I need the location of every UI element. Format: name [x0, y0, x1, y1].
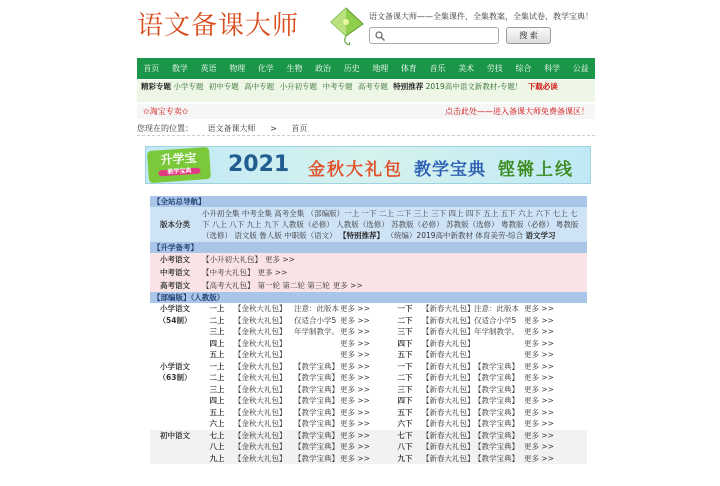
note-text[interactable] — [294, 338, 340, 350]
spacer — [554, 338, 587, 350]
more-link[interactable]: 更多 >> — [524, 442, 554, 451]
grade-link[interactable]: 一上 — [200, 361, 234, 373]
grade-link[interactable]: 八下 — [388, 441, 422, 453]
group-label — [150, 407, 200, 419]
spacer — [554, 441, 587, 453]
banner-badge — [147, 147, 211, 183]
spacer — [554, 361, 587, 373]
nav-item[interactable]: 劳技 — [486, 64, 503, 73]
pack-link[interactable]: 【金秋大礼包】 — [234, 395, 294, 407]
nav-item[interactable]: 化学 — [257, 64, 274, 73]
spacer — [554, 453, 587, 465]
pack-link[interactable]: 【金秋大礼包】 — [234, 441, 294, 453]
more-link[interactable]: 更多 >> — [340, 442, 370, 451]
group-label — [150, 384, 200, 396]
pack-link[interactable]: 【金秋大礼包】 — [234, 407, 294, 419]
note-text[interactable]: 仅适合小学5 — [294, 315, 340, 327]
pack-link[interactable]: 【金秋大礼包】 — [234, 315, 294, 327]
grade-link[interactable]: 三上 — [200, 384, 234, 396]
table-row — [150, 266, 587, 279]
note-text[interactable]: 【教学宝典】 — [294, 407, 339, 417]
more-link[interactable]: 更多 >> — [524, 350, 554, 359]
grade-link[interactable]: 三下 — [388, 326, 422, 338]
grade-link[interactable]: 一下 — [388, 361, 422, 373]
group-label: 小学语文 — [150, 361, 200, 373]
spacer — [554, 407, 587, 419]
note-text[interactable]: 【教学宝典】 — [474, 441, 524, 453]
group-label — [150, 349, 200, 361]
grade-link[interactable]: 九上 — [200, 453, 234, 465]
banner-badge-sub: 教学宝典 — [158, 168, 200, 177]
grade-link[interactable]: 七上 — [200, 430, 234, 442]
breadcrumb-separator: > — [270, 124, 277, 133]
nav-item[interactable]: 体育 — [400, 64, 417, 73]
pack-link[interactable]: 【新春大礼包】 — [422, 442, 474, 451]
grade-link[interactable]: 四上 — [200, 338, 234, 350]
banner-tagline: 铿锵上线 — [498, 160, 574, 180]
exam-label: 小考语文 — [160, 255, 190, 264]
special-tail[interactable]: 语文学习 — [525, 231, 556, 240]
spacer — [370, 361, 388, 373]
pack-link[interactable]: 【新春大礼包】 — [422, 384, 474, 394]
more-link[interactable]: 更多 >> — [524, 396, 554, 405]
grade-link[interactable]: 四下 — [388, 395, 422, 407]
group-label — [150, 418, 200, 430]
site-slogan: 语文备课大师——全集课件，全集教案，全集试卷，教学宝典！ — [369, 12, 593, 21]
spacer — [370, 315, 388, 327]
special-label: 【特别推荐】 — [339, 231, 385, 240]
group-label: 小学语文 — [150, 303, 200, 315]
site-logo[interactable]: 语文备课大师 — [137, 11, 300, 41]
pack-link[interactable]: 【新春大礼包】 — [422, 373, 474, 382]
pack-link[interactable]: 【中考大礼包】 — [202, 268, 255, 277]
note-text[interactable]: 【教学宝典】 — [474, 407, 524, 419]
grade-link[interactable]: 六下 — [388, 418, 422, 430]
exam-label: 中考语文 — [160, 268, 190, 277]
note-text[interactable] — [294, 349, 340, 361]
nav-item[interactable]: 数学 — [171, 64, 188, 73]
pack-link[interactable]: 【新春大礼包】 — [422, 407, 474, 417]
more-link[interactable]: 更多 >> — [524, 361, 554, 371]
pack-link[interactable]: 【金秋大礼包】 — [234, 384, 294, 396]
pack-link[interactable]: 【金秋大礼包】 — [234, 326, 294, 338]
more-link[interactable]: 更多 >> — [524, 407, 554, 417]
note-text[interactable]: 【教学宝典】 — [474, 384, 524, 396]
note-text[interactable]: 【教学宝典】 — [474, 453, 524, 465]
pack-link[interactable]: 【新春大礼包】 — [422, 315, 474, 325]
spacer — [370, 441, 388, 453]
pack-link[interactable]: 【新春大礼包】 — [422, 396, 474, 405]
note-text[interactable]: 仅适合小学5 — [474, 315, 524, 327]
spacer — [370, 395, 388, 407]
spacer — [554, 315, 587, 327]
subnav-item[interactable]: 中考专题 — [322, 82, 353, 91]
spacer — [554, 372, 587, 384]
nav-item[interactable]: 英语 — [200, 64, 217, 73]
round-links[interactable]: 第一轮 第二轮 第三轮 — [257, 281, 330, 290]
note-text[interactable] — [474, 349, 524, 361]
group-label — [150, 453, 200, 465]
subnav-label: 精彩专题 — [141, 82, 171, 91]
more-link[interactable]: 更多 >> — [340, 350, 370, 359]
content-table — [150, 196, 587, 464]
more-link[interactable]: 更多 >> — [340, 430, 370, 440]
more-link[interactable]: 更多 >> — [340, 327, 370, 336]
section-head-bubian: 【部编版】（人教版） — [150, 292, 587, 303]
page-wrapper — [137, 0, 595, 486]
nav-item[interactable]: 美术 — [458, 64, 475, 73]
more-link[interactable]: 更多 >> — [524, 304, 554, 313]
group-label — [150, 338, 200, 350]
grade-link[interactable]: 三上 — [200, 326, 234, 338]
taobao-bar — [137, 104, 595, 119]
grade-grid — [150, 303, 587, 464]
nav-item[interactable]: 科学 — [544, 64, 561, 73]
nav-item[interactable]: 物理 — [229, 64, 246, 73]
more-link[interactable]: 更多 >> — [340, 419, 370, 428]
note-text[interactable]: 【教学宝典】 — [294, 419, 339, 428]
grade-link[interactable]: 二上 — [200, 372, 234, 384]
pack-link[interactable]: 【新春大礼包】 — [422, 338, 474, 348]
subnav-item[interactable]: 高考专题 — [357, 82, 388, 91]
nav-item[interactable]: 音乐 — [429, 64, 446, 73]
download-notice-link[interactable]: 下载必读 — [527, 82, 558, 91]
group-label — [150, 395, 200, 407]
pack-link[interactable]: 【高考大礼包】 — [202, 281, 255, 290]
promo-banner[interactable] — [145, 146, 591, 184]
note-text[interactable]: 【教学宝典】 — [474, 372, 524, 384]
grade-link[interactable]: 八上 — [200, 441, 234, 453]
section-head-exam: 【升学备考】 — [150, 242, 587, 253]
pack-link[interactable]: 【金秋大礼包】 — [234, 430, 294, 442]
grade-link[interactable]: 二下 — [388, 315, 422, 327]
search-button[interactable]: 搜 索 — [506, 27, 551, 44]
more-link[interactable]: 更多 >> — [340, 304, 370, 313]
more-link[interactable]: 更多 >> — [257, 268, 288, 277]
note-text[interactable]: 【教学宝典】 — [294, 453, 339, 463]
spacer — [370, 326, 388, 338]
spacer — [370, 372, 388, 384]
pack-link[interactable]: 【金秋大礼包】 — [234, 361, 294, 373]
nav-item[interactable]: 历史 — [343, 64, 360, 73]
note-text[interactable]: 【教学宝典】 — [294, 442, 339, 451]
special-links[interactable]: （统编）2019高中新教材 体育美劳-综合 — [386, 231, 524, 240]
subnav-item[interactable]: 小升初专题 — [279, 82, 318, 91]
note-text[interactable]: 年学制教学。 — [294, 327, 339, 336]
more-link[interactable]: 更多 >> — [332, 281, 363, 290]
grade-link[interactable]: 二下 — [388, 372, 422, 384]
grade-link[interactable]: 三下 — [388, 384, 422, 396]
subnav-item[interactable]: 高中专题 — [244, 82, 275, 91]
pack-link[interactable]: 【新春大礼包】 — [422, 430, 474, 440]
note-text[interactable]: 注意：此版本 — [294, 304, 339, 313]
version-cell — [200, 207, 587, 242]
breadcrumb-site[interactable]: 语文备课大师 — [207, 124, 256, 133]
grade-link[interactable]: 一上 — [200, 303, 234, 315]
grade-link[interactable]: 四下 — [388, 338, 422, 350]
more-link[interactable]: 更多 >> — [340, 407, 370, 417]
search-icon — [375, 31, 385, 41]
subnav-item[interactable]: 小学专题 — [173, 82, 204, 91]
spacer — [554, 430, 587, 442]
grade-link[interactable]: 五上 — [200, 349, 234, 361]
spacer — [554, 418, 587, 430]
note-text[interactable]: 【教学宝典】 — [294, 361, 339, 371]
spacer — [370, 338, 388, 350]
grade-link[interactable]: 九下 — [388, 453, 422, 465]
pack-link[interactable]: 【金秋大礼包】 — [234, 372, 294, 384]
breadcrumb-page: 首页 — [291, 124, 308, 133]
main-nav — [137, 58, 595, 79]
spacer — [370, 407, 388, 419]
pack-link[interactable]: 【新春大礼包】 — [422, 350, 474, 359]
grade-link[interactable]: 五下 — [388, 349, 422, 361]
more-link[interactable]: 更多 >> — [340, 361, 370, 371]
pack-link[interactable]: 【金秋大礼包】 — [234, 349, 294, 361]
grade-link[interactable]: 五下 — [388, 407, 422, 419]
banner-year: 2021 — [228, 152, 290, 177]
more-link[interactable]: 更多 >> — [340, 453, 370, 463]
note-text[interactable]: 【教学宝典】 — [294, 430, 339, 440]
nav-item[interactable]: 综合 — [515, 64, 532, 73]
note-text[interactable]: 【教学宝典】 — [474, 361, 524, 373]
exam-block — [150, 253, 587, 292]
group-label: 初中语文 — [150, 430, 200, 442]
grade-link[interactable]: 六上 — [200, 418, 234, 430]
spacer — [554, 395, 587, 407]
breadcrumb-prefix: 您现在的位置： — [137, 124, 193, 133]
taobao-shop-link[interactable]: ✩淘宝专卖✩ — [143, 107, 189, 116]
spacer — [370, 349, 388, 361]
note-text[interactable]: 【教学宝典】 — [474, 418, 524, 430]
subnav-special-label: 特别推荐 — [393, 82, 424, 91]
nav-item[interactable]: 地理 — [372, 64, 389, 73]
group-label — [150, 441, 200, 453]
spacer — [554, 384, 587, 396]
pack-link[interactable]: 【新春大礼包】 — [422, 327, 474, 336]
spacer — [554, 349, 587, 361]
spacer — [370, 418, 388, 430]
version-label: 版本分类 — [160, 220, 190, 229]
nav-item[interactable]: 政治 — [315, 64, 332, 73]
note-text[interactable]: 【教学宝典】 — [294, 396, 339, 405]
note-text[interactable] — [474, 338, 524, 350]
version-row — [150, 207, 587, 242]
pack-link[interactable]: 【金秋大礼包】 — [234, 418, 294, 430]
pack-link[interactable]: 【新春大礼包】 — [422, 304, 474, 313]
grade-link[interactable]: 七下 — [388, 430, 422, 442]
more-link[interactable]: 更多 >> — [524, 373, 554, 382]
grade-link[interactable]: 一下 — [388, 303, 422, 315]
subnav-item[interactable]: 初中专题 — [208, 82, 239, 91]
note-text[interactable]: 年学制教学。 — [474, 326, 524, 338]
nav-item[interactable]: 生物 — [286, 64, 303, 73]
pack-link[interactable]: 【金秋大礼包】 — [234, 338, 294, 350]
grade-link[interactable]: 二上 — [200, 315, 234, 327]
search-input[interactable] — [369, 27, 499, 44]
banner-badge-title: 升学宝 — [160, 150, 198, 168]
table-row — [150, 279, 587, 292]
exam-label: 高考语文 — [160, 281, 190, 290]
more-link[interactable]: 更多 >> — [340, 373, 370, 382]
note-text[interactable]: 【教学宝典】 — [474, 395, 524, 407]
more-link[interactable]: 更多 >> — [524, 327, 554, 336]
grade-link[interactable]: 五上 — [200, 407, 234, 419]
pack-link[interactable]: 【金秋大礼包】 — [234, 453, 294, 465]
spacer — [370, 384, 388, 396]
note-text[interactable]: 【教学宝典】 — [474, 430, 524, 442]
note-text[interactable]: 注意：此版本 — [474, 303, 524, 315]
free-area-link[interactable]: 点击此处——进入备课大师免费备课区！ — [445, 107, 589, 116]
spacer — [554, 303, 587, 315]
breadcrumb — [137, 122, 595, 136]
more-link[interactable]: 更多 >> — [524, 419, 554, 428]
more-link[interactable]: 更多 >> — [524, 384, 554, 394]
spacer — [370, 430, 388, 442]
spacer — [370, 453, 388, 465]
note-text[interactable]: 【教学宝典】 — [294, 373, 339, 382]
pack-link[interactable]: 【金秋大礼包】 — [234, 303, 294, 315]
section-head-all: 【全站总导航】 — [150, 196, 587, 207]
more-link[interactable]: 更多 >> — [340, 315, 370, 325]
kite-logo-icon — [327, 6, 365, 46]
more-link[interactable]: 更多 >> — [524, 338, 554, 348]
subnav-special-item[interactable]: 2019高中语文新教材-专题！ — [425, 82, 523, 91]
banner-subtitle: 教学宝典 — [414, 160, 486, 180]
grade-link[interactable]: 四上 — [200, 395, 234, 407]
spacer — [370, 303, 388, 315]
more-link[interactable]: 更多 >> — [524, 430, 554, 440]
topic-subnav — [137, 80, 595, 102]
more-link[interactable]: 更多 >> — [524, 453, 554, 463]
more-link[interactable]: 更多 >> — [265, 255, 295, 264]
version-links[interactable]: 小升初全集 中考全集 高考全集 （部编版）一上 一下 二上 二下 三上 三下 四上 四下 五上 五下 六上 六下 七上 七下 八上 八下 九上 九下 人教版（必修） 人教版（选修） 苏教版（必修） 苏教版（选修） 粤教版（必修） 粤教版（选修） 语文版 鲁人版 中职版（语文） — [202, 209, 579, 240]
more-link[interactable]: 更多 >> — [340, 384, 370, 394]
more-link[interactable]: 更多 >> — [524, 315, 554, 325]
more-link[interactable]: 更多 >> — [340, 396, 370, 405]
nav-item[interactable]: 首页 — [143, 64, 160, 73]
pack-link[interactable]: 【新春大礼包】 — [422, 453, 474, 463]
banner-title: 金秋大礼包 — [308, 160, 403, 180]
group-label — [150, 326, 200, 338]
pack-link[interactable]: 【新春大礼包】 — [422, 361, 474, 371]
group-label: （63制） — [150, 372, 200, 384]
group-label: （54制） — [150, 315, 200, 327]
pack-link[interactable]: 【小升初大礼包】 — [202, 255, 262, 264]
note-text[interactable]: 【教学宝典】 — [294, 384, 339, 394]
spacer — [554, 326, 587, 338]
table-row — [150, 253, 587, 266]
nav-item[interactable]: 公益 — [572, 64, 589, 73]
pack-link[interactable]: 【新春大礼包】 — [422, 419, 474, 428]
more-link[interactable]: 更多 >> — [340, 338, 370, 348]
